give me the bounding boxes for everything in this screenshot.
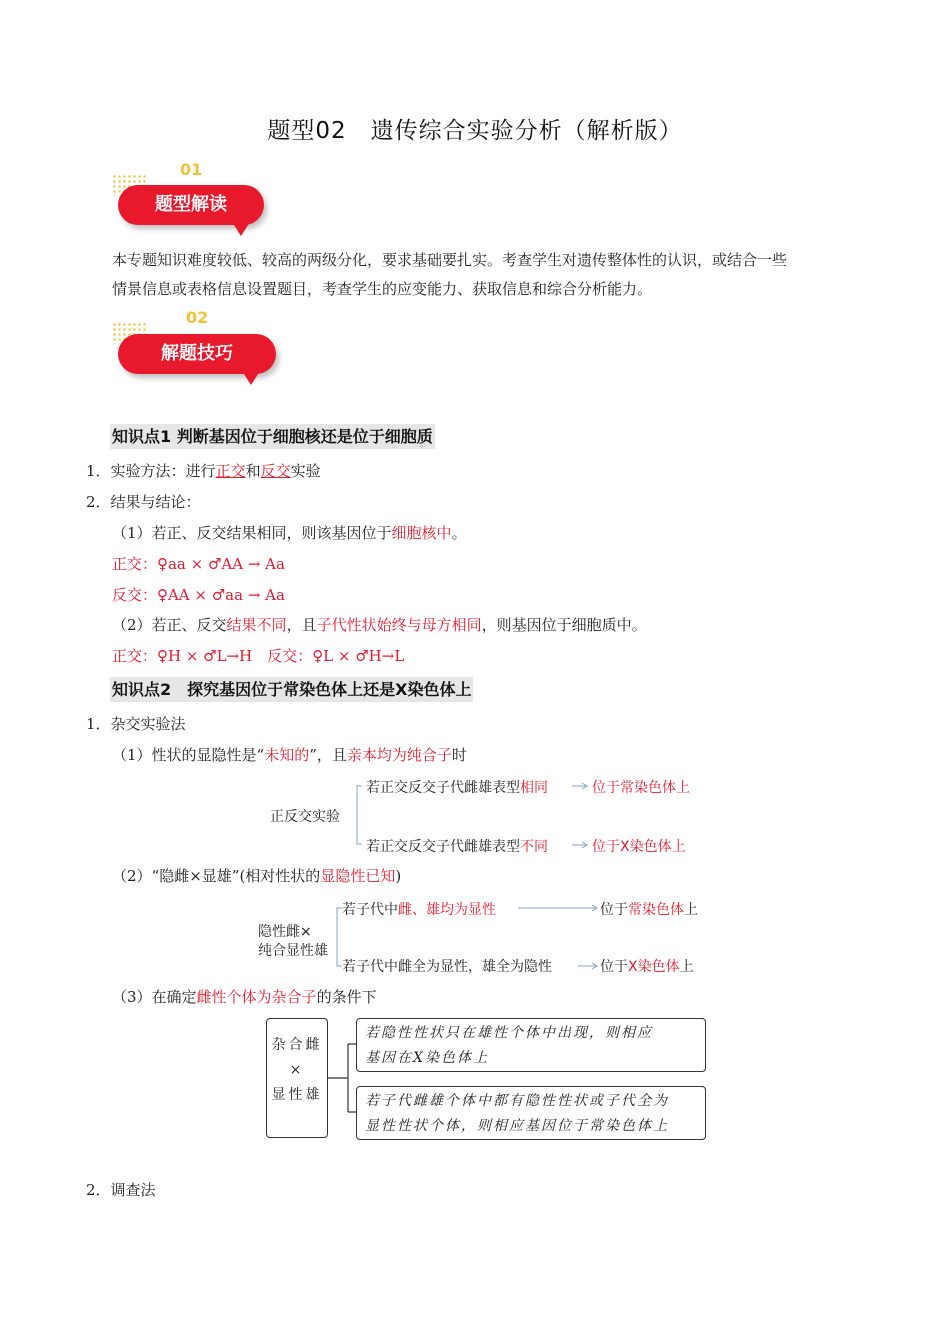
conclusion-text (357, 1087, 705, 1141)
root-line: 杂合雌 (271, 1037, 323, 1053)
highlight: 常染色体 (628, 902, 684, 918)
conclusion-box (356, 1086, 706, 1140)
knowledge-point-title: 知识点1 判断基因位于细胞核还是位于细胞质 (110, 424, 435, 449)
badge-tail (242, 371, 260, 385)
branch-result: 位于X染色体上 (592, 839, 686, 855)
text: ，且 (286, 616, 317, 634)
cross-line: 反交：♀AA × ♂aa → Aa (112, 586, 285, 604)
item-number: 2． (86, 493, 111, 511)
text: （1）若正、反交结果相同，则该基因位于 (112, 524, 392, 542)
conclusion-text (357, 1019, 705, 1073)
cross-line: 正交：♀H × ♂L→H 反交：♀L × ♂H→L (112, 647, 405, 665)
item-number: 1． (86, 715, 111, 733)
branch-condition (366, 777, 548, 797)
text: 。 (451, 524, 467, 542)
text: （2）“隐雌×显雄”(相对性状的 (112, 867, 321, 885)
text: 若正交反交子代雌雄表型 (366, 780, 520, 796)
text: 若子代中 (342, 902, 398, 918)
text: （2）若正、反交 (112, 616, 227, 634)
highlight: 亲本均为纯合子 (346, 746, 452, 764)
diagram-root: 正反交实验 (270, 809, 340, 825)
section-badge: 解题技巧 (118, 334, 276, 374)
list-item (86, 713, 186, 735)
condition-line (112, 865, 401, 887)
diagram-heterozygous-female-cross (266, 1016, 712, 1142)
text: 的条件下 (316, 988, 377, 1006)
branch-result (600, 956, 694, 976)
highlight: 子代性状始终与母方相同 (316, 616, 482, 634)
diagram-reciprocal-cross (260, 772, 720, 858)
badge-tail (232, 222, 250, 236)
root-text (267, 1019, 327, 1108)
text: 结果与结论： (110, 493, 201, 511)
highlight: 雌性个体为杂合子 (196, 988, 317, 1006)
root-line: 纯合显性雄 (258, 943, 328, 959)
branch-result (600, 899, 698, 919)
root-box (266, 1018, 328, 1138)
page-title: 题型02 遗传综合实验分析（解析版） (267, 118, 683, 144)
cross-line: 正交：♀aa × ♂AA → Aa (112, 555, 285, 573)
list-item (86, 491, 201, 513)
knowledge-point-title: 知识点2 探究基因位于常染色体上还是X染色体上 (110, 677, 473, 702)
text: 实验方法：进行 (110, 462, 216, 480)
text: （3）在确定 (112, 988, 197, 1006)
diagram-recessive-female-cross (256, 894, 726, 980)
condition-line (112, 986, 377, 1008)
text: 时 (451, 746, 467, 764)
text: 上 (684, 902, 698, 918)
text: 杂交实验法 (110, 715, 186, 733)
text: 实验 (290, 462, 321, 480)
item-number: 1． (86, 462, 111, 480)
highlight: 不同 (520, 839, 548, 855)
text: ) (395, 867, 402, 885)
branch-result: 位于常染色体上 (592, 780, 690, 796)
conclusion-box (356, 1018, 706, 1072)
conclusion-line: 基因在X染色体上 (365, 1050, 489, 1066)
text: 位于 (600, 902, 628, 918)
highlight: 显隐性已知 (320, 867, 396, 885)
branch-condition (342, 899, 496, 919)
highlight: 反交 (260, 462, 291, 480)
intro-line: 本专题知识难度较低、较高的两级分化，要求基础要扎实。考查学生对遗传整体性的认识，或结合一些 (112, 251, 788, 269)
highlight: 细胞核中 (391, 524, 452, 542)
text: ”，且 (309, 746, 347, 764)
conclusion-line: 显性性状个体，则相应基因位于常染色体上 (365, 1118, 669, 1134)
list-item (86, 460, 321, 482)
section-number: 02 (186, 308, 209, 327)
section-number: 01 (180, 160, 203, 179)
conclusion-line: 若隐性性状只在雄性个体中出现，则相应 (365, 1025, 653, 1041)
section-badge: 题型解读 (118, 185, 264, 225)
text: 和 (245, 462, 261, 480)
text: 上 (679, 959, 694, 975)
condition-line (112, 744, 467, 766)
list-item (86, 1179, 156, 1201)
text: ，则基因位于细胞质中。 (481, 616, 647, 634)
branch-condition (366, 836, 548, 856)
text: 调查法 (110, 1181, 156, 1199)
diagram-root (258, 923, 328, 961)
conclusion-line: 若子代雌雄个体中都有隐性性状或子代全为 (365, 1093, 669, 1109)
highlight: X染色体 (628, 959, 680, 975)
result-line (112, 522, 467, 544)
highlight: 相同 (520, 780, 548, 796)
highlight: 未知的 (264, 746, 310, 764)
text: 位于 (600, 959, 628, 975)
root-line: 隐性雌× (258, 924, 312, 940)
highlight: 结果不同 (226, 616, 287, 634)
result-line (112, 614, 647, 636)
highlight: 正交 (215, 462, 246, 480)
branch-condition: 若子代中雌全为显性，雄全为隐性 (342, 959, 552, 975)
root-line: 显性雄 (271, 1087, 323, 1103)
item-number: 2． (86, 1181, 111, 1199)
text: （1）性状的显隐性是“ (112, 746, 265, 764)
text: 若正交反交子代雌雄表型 (366, 839, 520, 855)
highlight: 雌、雄均为显性 (398, 902, 496, 918)
intro-line: 情景信息或表格信息设置题目，考查学生的应变能力、获取信息和综合分析能力。 (112, 280, 653, 298)
intro-paragraph (112, 246, 872, 304)
root-line: × (289, 1062, 305, 1078)
